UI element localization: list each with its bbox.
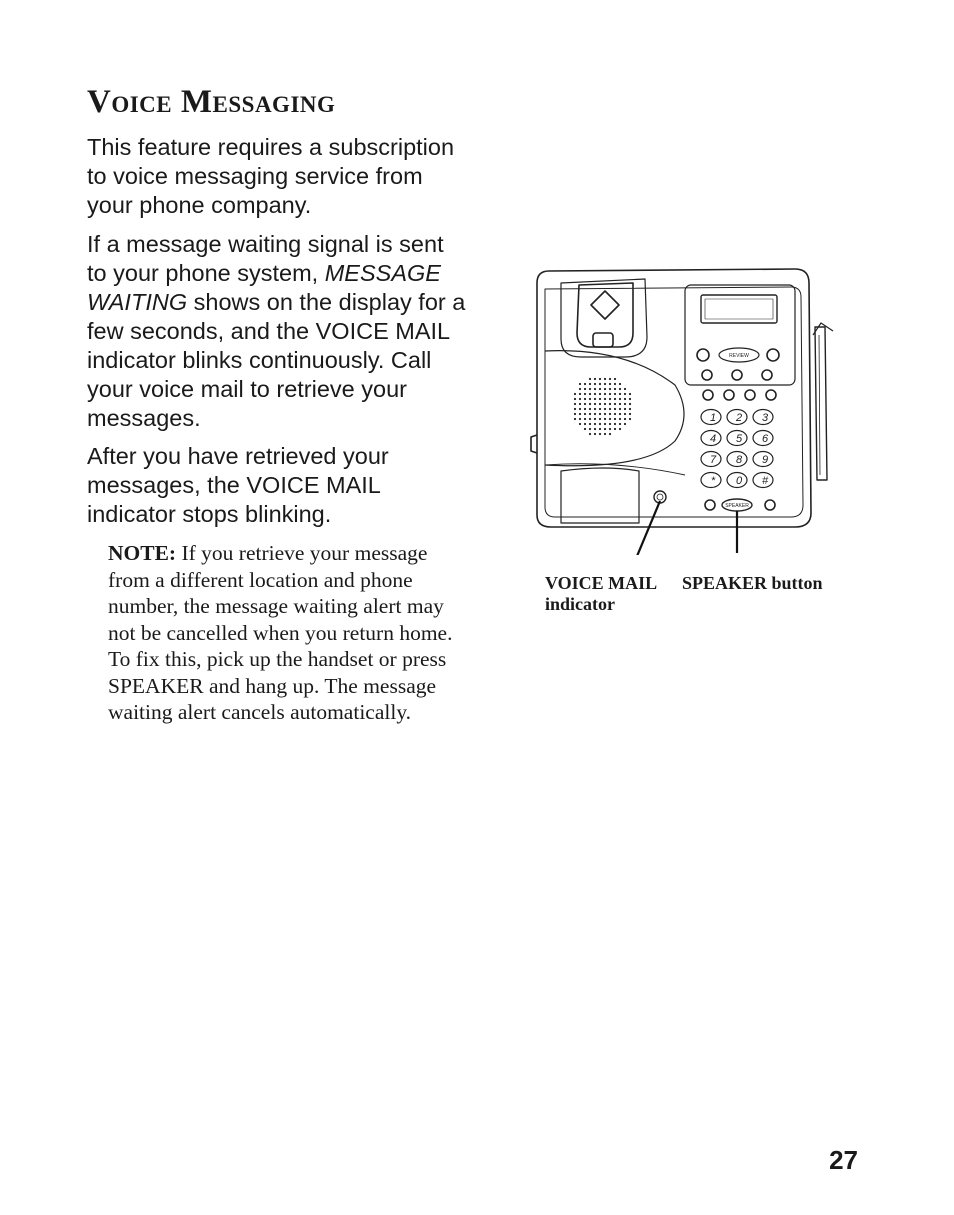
grille-dot bbox=[599, 418, 601, 420]
grille-dot bbox=[624, 418, 626, 420]
grille-dot bbox=[609, 408, 611, 410]
grille-dot bbox=[604, 423, 606, 425]
grille-dot bbox=[609, 398, 611, 400]
grille-dot bbox=[589, 393, 591, 395]
grille-dot bbox=[629, 413, 631, 415]
grille-dot bbox=[619, 408, 621, 410]
grille-dot bbox=[614, 413, 616, 415]
grille-dot bbox=[609, 378, 611, 380]
grille-dot bbox=[594, 398, 596, 400]
grille-dot bbox=[609, 418, 611, 420]
grille-dot bbox=[584, 403, 586, 405]
grille-dot bbox=[624, 423, 626, 425]
grille-dot bbox=[609, 423, 611, 425]
grille-dot bbox=[594, 433, 596, 435]
grille-dot bbox=[579, 418, 581, 420]
grille-dot bbox=[589, 428, 591, 430]
grille-dot bbox=[609, 393, 611, 395]
right-mode-button bbox=[762, 370, 772, 380]
grille-dot bbox=[614, 398, 616, 400]
keypad-key-label: # bbox=[761, 475, 769, 487]
grille-dot bbox=[599, 383, 601, 385]
grille-dot bbox=[594, 418, 596, 420]
navigation-diamond bbox=[591, 291, 619, 319]
grille-dot bbox=[594, 383, 596, 385]
grille-dot bbox=[589, 423, 591, 425]
grille-dot bbox=[609, 388, 611, 390]
grille-dot bbox=[604, 398, 606, 400]
speaker-callout: SPEAKER button bbox=[682, 573, 823, 593]
grille-dot bbox=[604, 403, 606, 405]
grille-dot bbox=[624, 393, 626, 395]
grille-dot bbox=[609, 433, 611, 435]
grille-dot bbox=[599, 378, 601, 380]
intro-paragraph: This feature requires a subscription to voice messaging service from your phone company. bbox=[87, 134, 455, 218]
grille-dot bbox=[599, 423, 601, 425]
lcd-screen bbox=[705, 299, 773, 319]
grille-dot bbox=[579, 423, 581, 425]
grille-dot bbox=[594, 378, 596, 380]
grille-dot bbox=[614, 388, 616, 390]
right-bottom-button bbox=[765, 500, 775, 510]
grille-dot bbox=[589, 418, 591, 420]
handset-base-cradle bbox=[561, 468, 639, 523]
keypad-key-label: 4 bbox=[709, 433, 717, 445]
side-bump bbox=[531, 435, 537, 453]
section-heading: Voice Messaging bbox=[87, 84, 336, 120]
grille-dot bbox=[614, 378, 616, 380]
grille-dot bbox=[624, 388, 626, 390]
grille-dot bbox=[584, 418, 586, 420]
antenna bbox=[815, 327, 827, 480]
grille-dot bbox=[619, 403, 621, 405]
grille-dot bbox=[609, 413, 611, 415]
keypad-key-label: 0 bbox=[735, 475, 743, 487]
grille-dot bbox=[589, 378, 591, 380]
left-mode-button bbox=[702, 370, 712, 380]
grille-dot bbox=[629, 408, 631, 410]
keypad-key-label: 1 bbox=[709, 412, 717, 424]
paragraph-text: If a message waiting signal is sent to your phone system, bbox=[87, 231, 444, 286]
keypad-key-label: 2 bbox=[735, 412, 743, 424]
grille-dot bbox=[624, 403, 626, 405]
grille-dot bbox=[614, 418, 616, 420]
grille-dot bbox=[579, 408, 581, 410]
grille-dot bbox=[614, 403, 616, 405]
note-text: If you retrieve your message from a different location and phone number, the message waiting alert may not be cancelled when you return home. To fix this, pick up the handset or press SPEAKER and hang up. The message waiting alert cancels automatically. bbox=[108, 541, 453, 724]
after-retrieval-paragraph: After you have retrieved your messages, the VOICE MAIL indicator stops blinking. bbox=[87, 443, 389, 527]
message-waiting-emphasis: MESSAGE WAITING bbox=[87, 260, 441, 315]
function-key-2 bbox=[724, 390, 734, 400]
grille-dot bbox=[604, 418, 606, 420]
grille-dot bbox=[604, 433, 606, 435]
grille-dot bbox=[574, 398, 576, 400]
grille-dot bbox=[574, 418, 576, 420]
grille-dot bbox=[594, 423, 596, 425]
grille-dot bbox=[599, 408, 601, 410]
grille-dot bbox=[619, 388, 621, 390]
grille-dot bbox=[599, 388, 601, 390]
grille-dot bbox=[604, 388, 606, 390]
grille-dot bbox=[624, 398, 626, 400]
grille-dot bbox=[604, 383, 606, 385]
grille-dot bbox=[629, 393, 631, 395]
grille-dot bbox=[599, 433, 601, 435]
grille-dot bbox=[594, 408, 596, 410]
keypad-key-label: 8 bbox=[735, 454, 743, 466]
grille-dot bbox=[574, 413, 576, 415]
keypad-key-label: 9 bbox=[761, 454, 769, 466]
grille-dot bbox=[584, 388, 586, 390]
grille-dot bbox=[579, 413, 581, 415]
grille-dot bbox=[579, 403, 581, 405]
grille-dot bbox=[619, 418, 621, 420]
grille-dot bbox=[599, 403, 601, 405]
grille-dot bbox=[594, 428, 596, 430]
grille-dot bbox=[619, 383, 621, 385]
grille-dot bbox=[614, 423, 616, 425]
function-key-3 bbox=[745, 390, 755, 400]
grille-dot bbox=[619, 393, 621, 395]
grille-dot bbox=[579, 393, 581, 395]
grille-dot bbox=[584, 393, 586, 395]
antenna-tip bbox=[813, 323, 833, 335]
grille-dot bbox=[624, 408, 626, 410]
grille-dot bbox=[614, 408, 616, 410]
note-block bbox=[108, 540, 458, 726]
note-label: NOTE: bbox=[108, 541, 177, 565]
grille-dot bbox=[589, 408, 591, 410]
grille-dot bbox=[619, 413, 621, 415]
grille-dot bbox=[614, 428, 616, 430]
grille-dot bbox=[589, 433, 591, 435]
grille-dot bbox=[604, 378, 606, 380]
function-key-4 bbox=[766, 390, 776, 400]
grille-dot bbox=[599, 413, 601, 415]
grille-dot bbox=[584, 413, 586, 415]
review-key-label: REVIEW bbox=[729, 353, 749, 359]
grille-dot bbox=[609, 428, 611, 430]
page-number: 27 bbox=[829, 1145, 858, 1175]
grille-dot bbox=[589, 383, 591, 385]
grille-dot bbox=[604, 413, 606, 415]
grille-dot bbox=[574, 393, 576, 395]
keypad bbox=[701, 410, 773, 488]
grille-dot bbox=[609, 383, 611, 385]
speaker-grille bbox=[574, 378, 631, 435]
grille-dot bbox=[624, 413, 626, 415]
grille-dot bbox=[584, 428, 586, 430]
speaker-key-label: SPEAKER bbox=[725, 503, 749, 509]
grille-dot bbox=[589, 403, 591, 405]
grille-dot bbox=[594, 393, 596, 395]
keypad-key-label: 7 bbox=[709, 454, 717, 466]
left-side-button bbox=[697, 349, 709, 361]
phone-base-illustration bbox=[525, 265, 845, 555]
paragraph-text: shows on the display for a few seconds, and the VOICE MAIL indicator blinks continuously. Call your voice mail to retrieve your messages. bbox=[87, 289, 466, 431]
grille-dot bbox=[629, 403, 631, 405]
grille-dot bbox=[599, 393, 601, 395]
voice-mail-callout: VOICE MAIL indicator bbox=[545, 573, 657, 614]
voice-mail-leader-line bbox=[630, 501, 660, 555]
grille-dot bbox=[574, 408, 576, 410]
grille-dot bbox=[604, 428, 606, 430]
right-side-button bbox=[767, 349, 779, 361]
grille-dot bbox=[594, 403, 596, 405]
center-mode-button bbox=[732, 370, 742, 380]
grille-dot bbox=[589, 388, 591, 390]
keypad-key-label: 6 bbox=[761, 433, 769, 445]
keypad-key-label: * bbox=[710, 475, 716, 487]
grille-dot bbox=[589, 398, 591, 400]
grille-dot bbox=[599, 428, 601, 430]
grille-dot bbox=[629, 398, 631, 400]
grille-dot bbox=[594, 388, 596, 390]
grille-dot bbox=[619, 398, 621, 400]
grille-dot bbox=[579, 388, 581, 390]
handset-earpiece bbox=[577, 283, 633, 347]
function-key-1 bbox=[703, 390, 713, 400]
grille-dot bbox=[579, 398, 581, 400]
earpiece-slot bbox=[593, 333, 613, 347]
grille-dot bbox=[619, 423, 621, 425]
keypad-key-label: 3 bbox=[761, 412, 769, 424]
grille-dot bbox=[614, 393, 616, 395]
grille-dot bbox=[604, 408, 606, 410]
grille-dot bbox=[609, 403, 611, 405]
grille-dot bbox=[589, 413, 591, 415]
message-waiting-paragraph bbox=[87, 230, 467, 433]
grille-dot bbox=[614, 383, 616, 385]
voice-mail-led-inner bbox=[657, 494, 663, 500]
grille-dot bbox=[579, 383, 581, 385]
antenna-line bbox=[819, 335, 820, 475]
grille-dot bbox=[584, 423, 586, 425]
keypad-key-label: 5 bbox=[735, 433, 743, 445]
grille-dot bbox=[574, 403, 576, 405]
grille-dot bbox=[584, 398, 586, 400]
grille-dot bbox=[629, 418, 631, 420]
grille-dot bbox=[619, 428, 621, 430]
grille-dot bbox=[604, 393, 606, 395]
grille-dot bbox=[599, 398, 601, 400]
grille-dot bbox=[584, 383, 586, 385]
grille-dot bbox=[594, 413, 596, 415]
grille-dot bbox=[584, 408, 586, 410]
left-bottom-button bbox=[705, 500, 715, 510]
